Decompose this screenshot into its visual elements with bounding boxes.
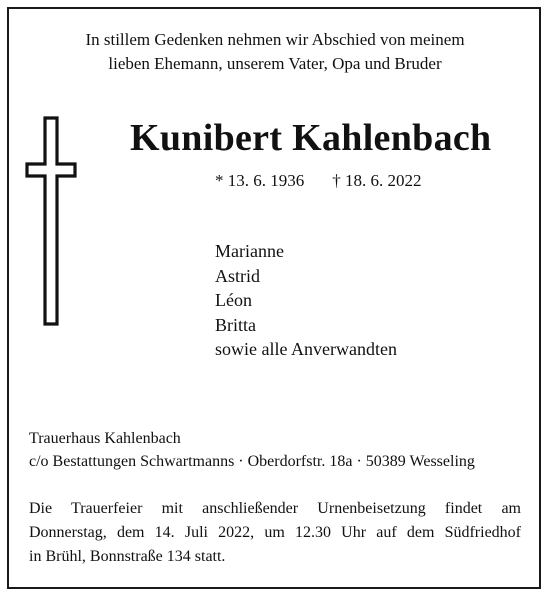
mourner-name: Marianne <box>215 241 284 261</box>
service-line: in Brühl, Bonnstraße 134 statt. <box>29 548 226 565</box>
life-dates <box>215 171 422 191</box>
mourner-name: Léon <box>215 290 252 310</box>
mourners-list <box>215 239 397 362</box>
address-line: c/o Bestattungen Schwartmanns · Oberdorfstr. 18a · 50389 Wesseling <box>29 453 475 470</box>
mourning-house-address <box>29 427 475 473</box>
deceased-name: Kunibert Kahlenbach <box>130 117 492 159</box>
intro-line: In stillem Gedenken nehmen wir Abschied von meinem <box>85 30 465 49</box>
death-date: † 18. 6. 2022 <box>332 171 422 190</box>
intro-line: lieben Ehemann, unserem Vater, Opa und Bruder <box>108 54 442 73</box>
mourner-name: sowie alle Anverwandten <box>215 339 397 359</box>
mourner-name: Astrid <box>215 265 260 286</box>
service-line: Donnerstag, dem 14. Juli 2022, um 12.30 Uhr auf dem Südfriedhof <box>29 524 521 541</box>
intro-text <box>0 28 550 76</box>
mourner-name: Britta <box>215 314 256 335</box>
funeral-service-notice <box>29 497 521 569</box>
cross-icon <box>25 116 77 326</box>
service-line: Die Trauerfeier mit anschließender Urnenbeisetzung findet am <box>29 500 521 517</box>
birth-date: * 13. 6. 1936 <box>215 171 305 190</box>
address-line: Trauerhaus Kahlenbach <box>29 430 181 447</box>
